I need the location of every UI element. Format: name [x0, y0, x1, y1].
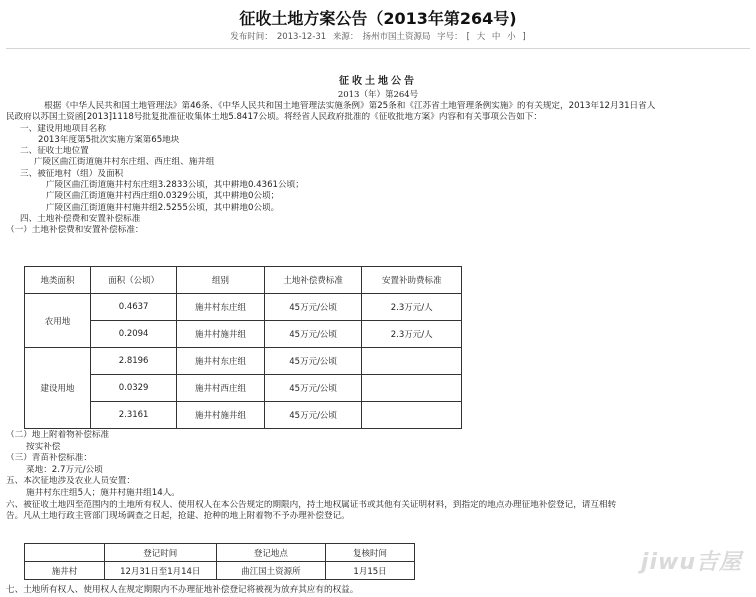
land-fee-cell: 45万元/公顷	[264, 321, 362, 348]
table-header: 土地补偿费标准	[264, 267, 362, 294]
publish-date: 2013-12-31	[276, 32, 327, 42]
paragraph: 广陵区曲江街道施井村东庄组3.2833公顷，其中耕地0.4361公顷；	[46, 180, 304, 191]
table-row	[25, 402, 462, 429]
sub-heading: （三）青苗补偿标准：	[6, 453, 92, 464]
land-fee-cell: 45万元/公顷	[264, 402, 362, 429]
table-header: 登记地点	[216, 544, 326, 562]
sub-heading: （二）地上附着物补偿标准	[6, 430, 110, 440]
review-time-cell: 1月15日	[326, 562, 415, 580]
page-title: 征收土地方案公告（2013年第264号)	[239, 9, 517, 28]
resettle-fee-cell: 2.3万元/人	[362, 294, 462, 321]
paragraph: 广陵区曲江街道施井村施井组2.5255公顷，其中耕地0公顷。	[46, 202, 280, 213]
group-cell: 施井村施井组	[177, 402, 265, 429]
land-fee-cell: 45万元/公顷	[264, 294, 362, 321]
source-label: 来源：	[332, 32, 359, 42]
reg-place-cell: 曲江国土资源所	[216, 562, 326, 580]
paragraph: 根据《中华人民共和国土地管理法》第46条、《中华人民共和国土地管理法实施条例》第25条和《江苏省土地管理条例实施》的有关规定，2013年12月31日省人	[44, 101, 656, 111]
paragraph: 菜地：2.7万元/公顷	[26, 464, 103, 475]
group-cell: 施井村东庄组	[177, 348, 265, 375]
font-size-medium-link[interactable]: 中	[491, 32, 501, 42]
area-cell: 2.8196	[91, 348, 177, 375]
notice-title: 征收土地公告	[339, 76, 417, 87]
resettle-fee-cell	[362, 402, 462, 429]
font-size-large-link[interactable]: 大	[476, 32, 486, 42]
group-cell: 施井村东庄组	[177, 294, 265, 321]
paragraph: 民政府以苏国土资函[2013]1118号批复批准征收集体土地5.8417公顷。将经省人民政府批准的《征收批地方案》内容和有关事项公告如下：	[6, 112, 542, 123]
header-divider	[6, 48, 750, 49]
table-header: 组别	[177, 267, 265, 294]
paragraph: 广陵区曲江街道施井村东庄组、西庄组、施井组	[34, 157, 215, 168]
area-cell: 0.0329	[91, 375, 177, 402]
notice-body	[6, 101, 746, 237]
table-header-row	[25, 544, 415, 562]
table-header: 复核时间	[326, 544, 415, 562]
land-fee-cell: 45万元/公顷	[264, 375, 362, 402]
reg-time-cell: 12月31日至1月14日	[104, 562, 216, 580]
font-size-close: ]	[522, 32, 526, 42]
area-cell: 2.3161	[91, 402, 177, 429]
land-fee-cell: 45万元/公顷	[264, 348, 362, 375]
section-heading: 四、土地补偿费和安置补偿标准	[20, 213, 141, 224]
paragraph: 施井村东庄组5人；施井村施井组14人。	[26, 487, 180, 498]
font-size-label: 字号：	[437, 32, 463, 42]
paragraph: 2013年度第5批次实施方案第65地块	[38, 134, 180, 145]
table-row	[25, 348, 462, 375]
section-heading: 七、土地所有权人、使用权人在规定期限内不办理征地补偿登记将被视为放弃其应有的权益。	[6, 585, 359, 595]
table-header: 安置补助费标准	[362, 267, 462, 294]
sub-heading: （一）土地补偿费和安置补偿标准：	[6, 225, 144, 236]
resettle-fee-cell	[362, 375, 462, 402]
table-header: 地类面积	[25, 267, 91, 294]
compensation-table	[24, 266, 462, 429]
paragraph: 按实补偿	[26, 441, 61, 452]
table-header: 面积（公顷）	[91, 267, 177, 294]
category-cell: 农用地	[25, 294, 91, 348]
source-name: 扬州市国土资源局	[362, 32, 431, 42]
table-header: 登记时间	[104, 544, 216, 562]
section-heading: 五、本次征地涉及农业人员安置：	[6, 476, 135, 487]
watermark-logo: jiwu吉屋	[640, 550, 742, 575]
table-header-row	[25, 267, 462, 294]
paragraph: 广陵区曲江街道施井村西庄组0.0329公顷，其中耕地0公顷；	[46, 191, 280, 202]
group-cell: 施井村西庄组	[177, 375, 265, 402]
paragraph: 告。凡从土地行政主管部门现场调查之日起，抢建、抢种的地上附着物不予办理补偿登记。	[6, 511, 350, 522]
notice-body-continued	[6, 430, 746, 523]
font-size-open: [	[466, 32, 470, 42]
font-size-small-link[interactable]: 小	[507, 32, 516, 42]
section-heading: 一、建设用地项目名称	[20, 123, 106, 134]
village-cell: 施井村	[25, 562, 105, 580]
table-row	[25, 294, 462, 321]
section-heading: 二、征收土地位置	[20, 146, 89, 157]
resettle-fee-cell	[362, 348, 462, 375]
registration-table	[24, 543, 415, 580]
section-heading: 三、被征地村（组）及面积	[20, 168, 124, 179]
table-header	[25, 544, 105, 562]
notice-number: 2013（年）第264号	[337, 90, 419, 100]
article-meta	[0, 30, 756, 42]
publish-label: 发布时间：	[230, 32, 273, 42]
group-cell: 施井村施井组	[177, 321, 265, 348]
resettle-fee-cell: 2.3万元/人	[362, 321, 462, 348]
section-heading: 六、被征收土地四至范围内的土地所有权人、使用权人在本公告规定的期限内，持土地权属证书或其他有关证明材料，到指定的地点办理征地补偿登记，请互相转	[6, 499, 617, 510]
area-cell: 0.4637	[91, 294, 177, 321]
table-row	[25, 321, 462, 348]
table-row	[25, 562, 415, 580]
area-cell: 0.2094	[91, 321, 177, 348]
category-cell: 建设用地	[25, 348, 91, 429]
table-row	[25, 375, 462, 402]
